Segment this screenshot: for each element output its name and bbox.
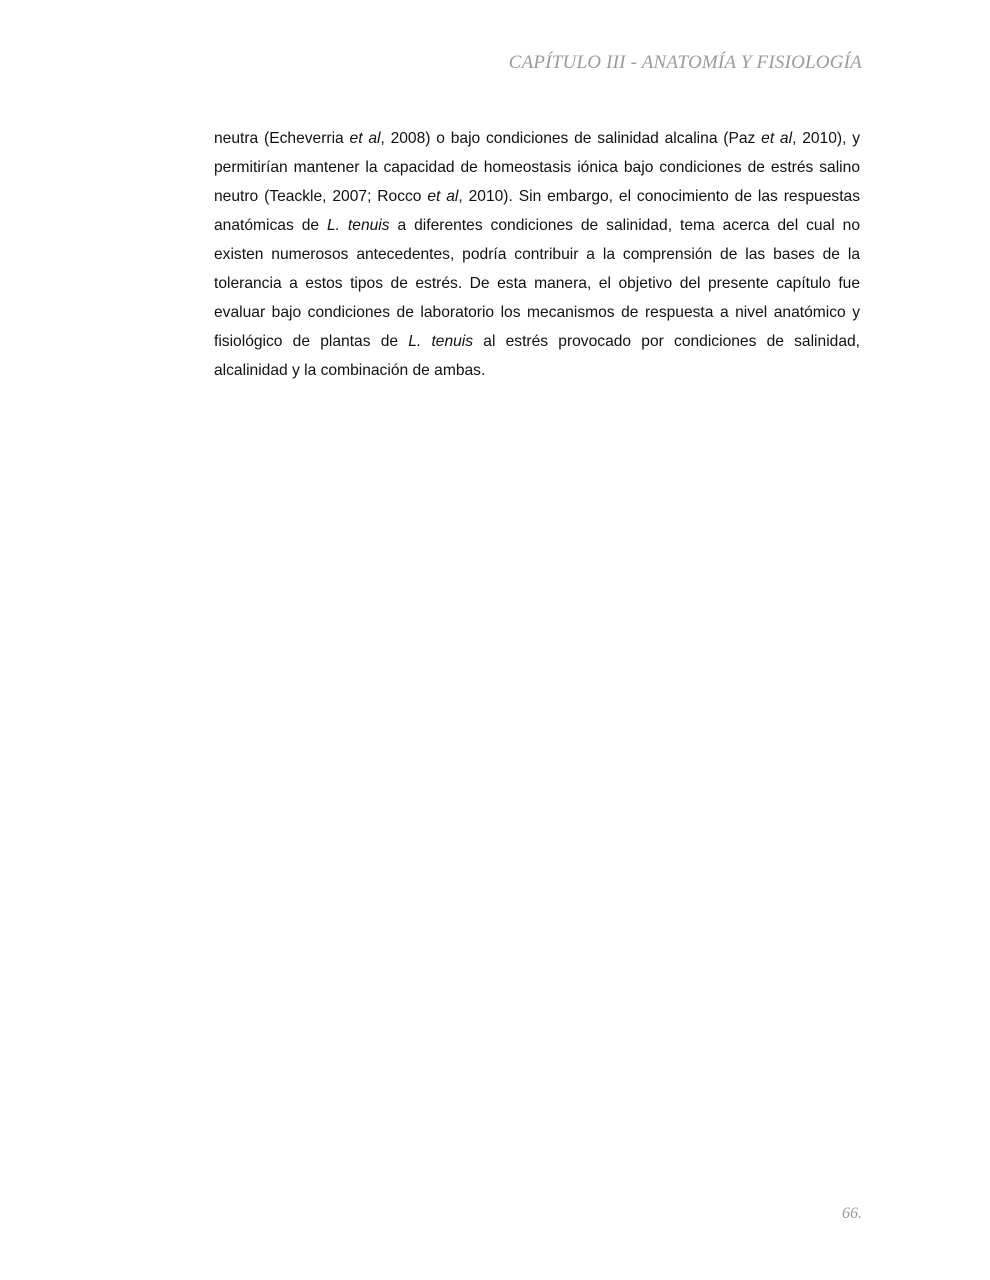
body-paragraph: [214, 124, 860, 385]
text-segment: , 2008) o bajo condiciones de salinidad alcalina (Paz: [380, 130, 762, 147]
page-number: 66.: [842, 1205, 862, 1222]
text-segment: a diferentes condiciones de salinidad, tema acerca del cual no existen numerosos antecedentes, podría contribuir a la comprensión de las bases de la tolerancia a estos tipos de estrés. De esta manera, el objetivo del presente capítulo fue evaluar bajo condiciones de laboratorio los mecanismos de respuesta a nivel anatómico y fisiológico de plantas de: [214, 217, 860, 350]
text-segment: neutra (Echeverria: [214, 130, 350, 147]
italic-citation: et al: [349, 130, 381, 147]
text-segment: , 2010), y permitirían mantener la capacidad de homeostasis iónica bajo condiciones de estrés salino neutro (Teackle, 2007; Rocco: [214, 130, 861, 205]
running-header: CAPÍTULO III - ANATOMÍA Y FISIOLOGÍA: [508, 52, 862, 73]
italic-citation: et al: [427, 188, 459, 205]
italic-species-name: L. tenuis: [326, 217, 390, 234]
italic-citation: et al: [761, 130, 793, 147]
text-segment: al estrés provocado por condiciones de salinidad, alcalinidad y la combinación de ambas.: [214, 333, 861, 379]
text-segment: , 2010). Sin embargo, el conocimiento de las respuestas anatómicas de: [214, 188, 860, 234]
italic-species-name: L. tenuis: [408, 333, 474, 350]
